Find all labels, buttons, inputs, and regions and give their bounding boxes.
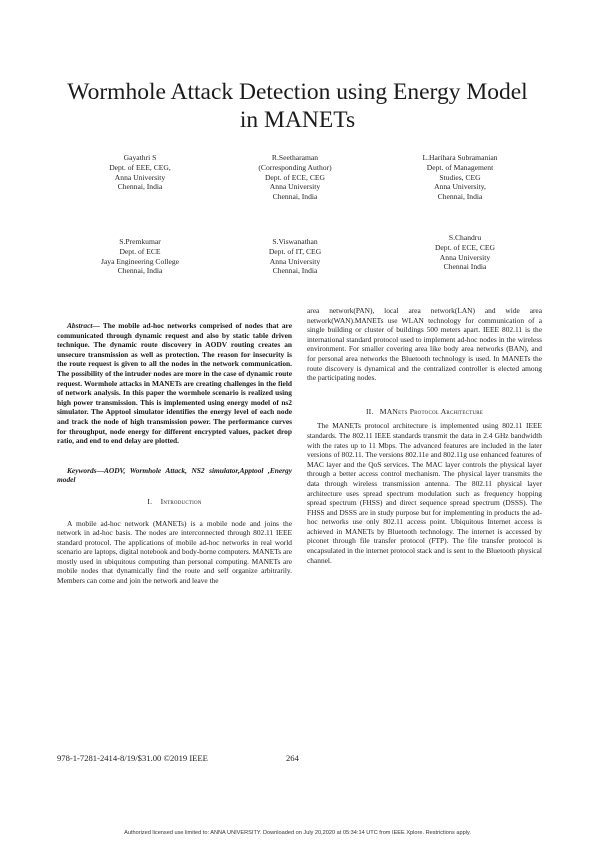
section-heading-introduction [57, 497, 292, 507]
section-number: I. [147, 496, 153, 506]
author-block-3 [390, 153, 530, 202]
abstract [57, 321, 292, 446]
author-affiliation: Jaya Engineering College [100, 256, 180, 266]
left-column [57, 321, 292, 586]
paper-title: Wormhole Attack Detection using Energy Model in MANETs [67, 79, 528, 133]
author-affiliation: Anna University [269, 256, 321, 266]
author-name: Gayathri S [123, 153, 157, 162]
author-affiliation: Anna University [439, 252, 491, 262]
author-block-4 [65, 237, 215, 276]
author-affiliation: (Corresponding Author) [258, 162, 332, 172]
author-name: S.Premkumar [119, 237, 161, 246]
section-title: Introduction [160, 496, 202, 506]
author-affiliation: Chennai, India [117, 182, 163, 192]
author-affiliation: Dept. of ECE, CEG [264, 172, 326, 182]
keywords: Keywords—AODV, Wormhole Attack, NS2 simulator,Apptool ,Energy model [57, 465, 292, 485]
section-number: II. [365, 406, 374, 416]
author-name: L.Harihara Subramanian [422, 153, 498, 162]
author-affiliation: Dept. of ECE, CEG [434, 242, 496, 252]
author-affiliation: Anna University, [434, 182, 486, 192]
author-affiliation: Dept. of Management [426, 162, 494, 172]
author-affiliation: Dept. of ECE [119, 246, 161, 256]
author-affiliation: Chennai, India [437, 192, 483, 202]
author-affiliation: Chennai, India [117, 266, 163, 276]
author-affiliation: Chennai, India [272, 266, 318, 276]
author-block-5 [225, 237, 365, 276]
author-block-6 [395, 233, 535, 272]
author-name: S.Viswanathan [272, 237, 318, 246]
abstract-label: Abstract— [67, 321, 100, 330]
author-name: S.Chandru [448, 233, 482, 242]
copyright-isbn: 978-1-7281-2414-8/19/$31.00 ©2019 IEEE [57, 753, 208, 763]
introduction-paragraph: A mobile ad-hoc network (MANETs) is a mobile node and joins the network in ad-hoc basis. The nodes are interconnected through 802.11 IEEE standard protocol. The applications of mobile ad-hoc networks in real world scenario are laptops, digital notebook and body-borne computers. MANETs are mostly used in ubiquitous computing than personal computing. MANETs are mobile nodes that dynamically find the route and self organize arbitrarily. Members can come and join the network and leave the [57, 518, 292, 586]
author-affiliation: Chennai, India [272, 192, 318, 202]
section-heading-protocol-architecture [307, 407, 542, 417]
intro-continuation-paragraph: area network(PAN), local area network(LAN) and wide area network(WAN).MANETs use WLAN technology for communication of a single building or cluster of buildings 500 meters apart. IEEE 802.11 is the international standard protocol used to implement ad-hoc nodes in the wireless environment. For smaller covering area like body area networks (BAN), and for personal area networks the Bluetooth technology is used. In MANETs the route discovery is dynamical and the centralized controller is elected among the participating nodes. [307, 306, 542, 383]
author-name: R.Seetharaman [271, 153, 319, 162]
right-column [307, 306, 542, 565]
author-block-2 [225, 153, 365, 202]
author-affiliation: Studies, CEG [439, 172, 481, 182]
author-affiliation: Anna University [269, 182, 321, 192]
protocol-architecture-paragraph: The MANETs protocol architecture is implemented using 802.11 IEEE standards. The 802.11 IEEE standards transmit the data in 2.4 GHz bandwidth with the rates up to 11 Mbps. The advanced features are included in the later versions of 802.11. The versions 802.11e and 802.11g use enhanced features of MAC layer and the QoS services. The MAC layer controls the physical layer through a better access control mechanism. The physical layer transmits the data through wireless transmission antenna. The 802.11 physical layer architecture uses spread spectrum modulation such as frequency hopping spread spectrum (FHSS) and direct sequence spread spectrum (DSSS). The FHSS and DSSS are in study purpose but for implementing in products the ad-hoc networks use only 802.11 access point. Ubiquitous Internet access is achieved in MANETs by Bluetooth technology. The internet is accessed by piconet through file transfer protocol (FTP). The file transfer protocol is encapsulated in the internet protocol stack and is sent to the Bluetooth physical channel. [307, 421, 542, 565]
author-affiliation: Dept. of EEE, CEG, [109, 162, 171, 172]
section-title: MANets Protocol Architecture [379, 406, 484, 416]
author-affiliation: Dept. of IT, CEG [268, 246, 322, 256]
page-number: 264 [286, 753, 299, 763]
author-block-1 [70, 153, 210, 192]
license-notice: Authorized licensed use limited to: ANNA UNIVERSITY. Downloaded on July 20,2020 at 05:34:14 UTC from IEEE Xplore. Restrictions apply. [124, 830, 471, 836]
author-affiliation: Chennai India [443, 262, 487, 272]
author-affiliation: Anna University [114, 172, 166, 182]
abstract-text: The mobile ad-hoc networks comprised of nodes that are communicated through dynamic request and also by static table driven technique. The dynamic route discovery in AODV routing creates an unsecure transmission as well as protection. The reason for insecurity is the route request is given to all the nodes in the network communication. The possibility of the intruder nodes are more in the case of dynamic route request. Wormhole attacks in MANETs are creating challenges in the field of network analysis. In this paper the wormhole scenario is realized using high power transmission. This is implemented using energy model of ns2 simulator. The Apptool simulator identifies the energy level of each node and track the node of high transmission power. The performance curves for throughput, node energy for different encrypted values, packet drop ratio, and end to end delay are plotted. [57, 321, 292, 446]
